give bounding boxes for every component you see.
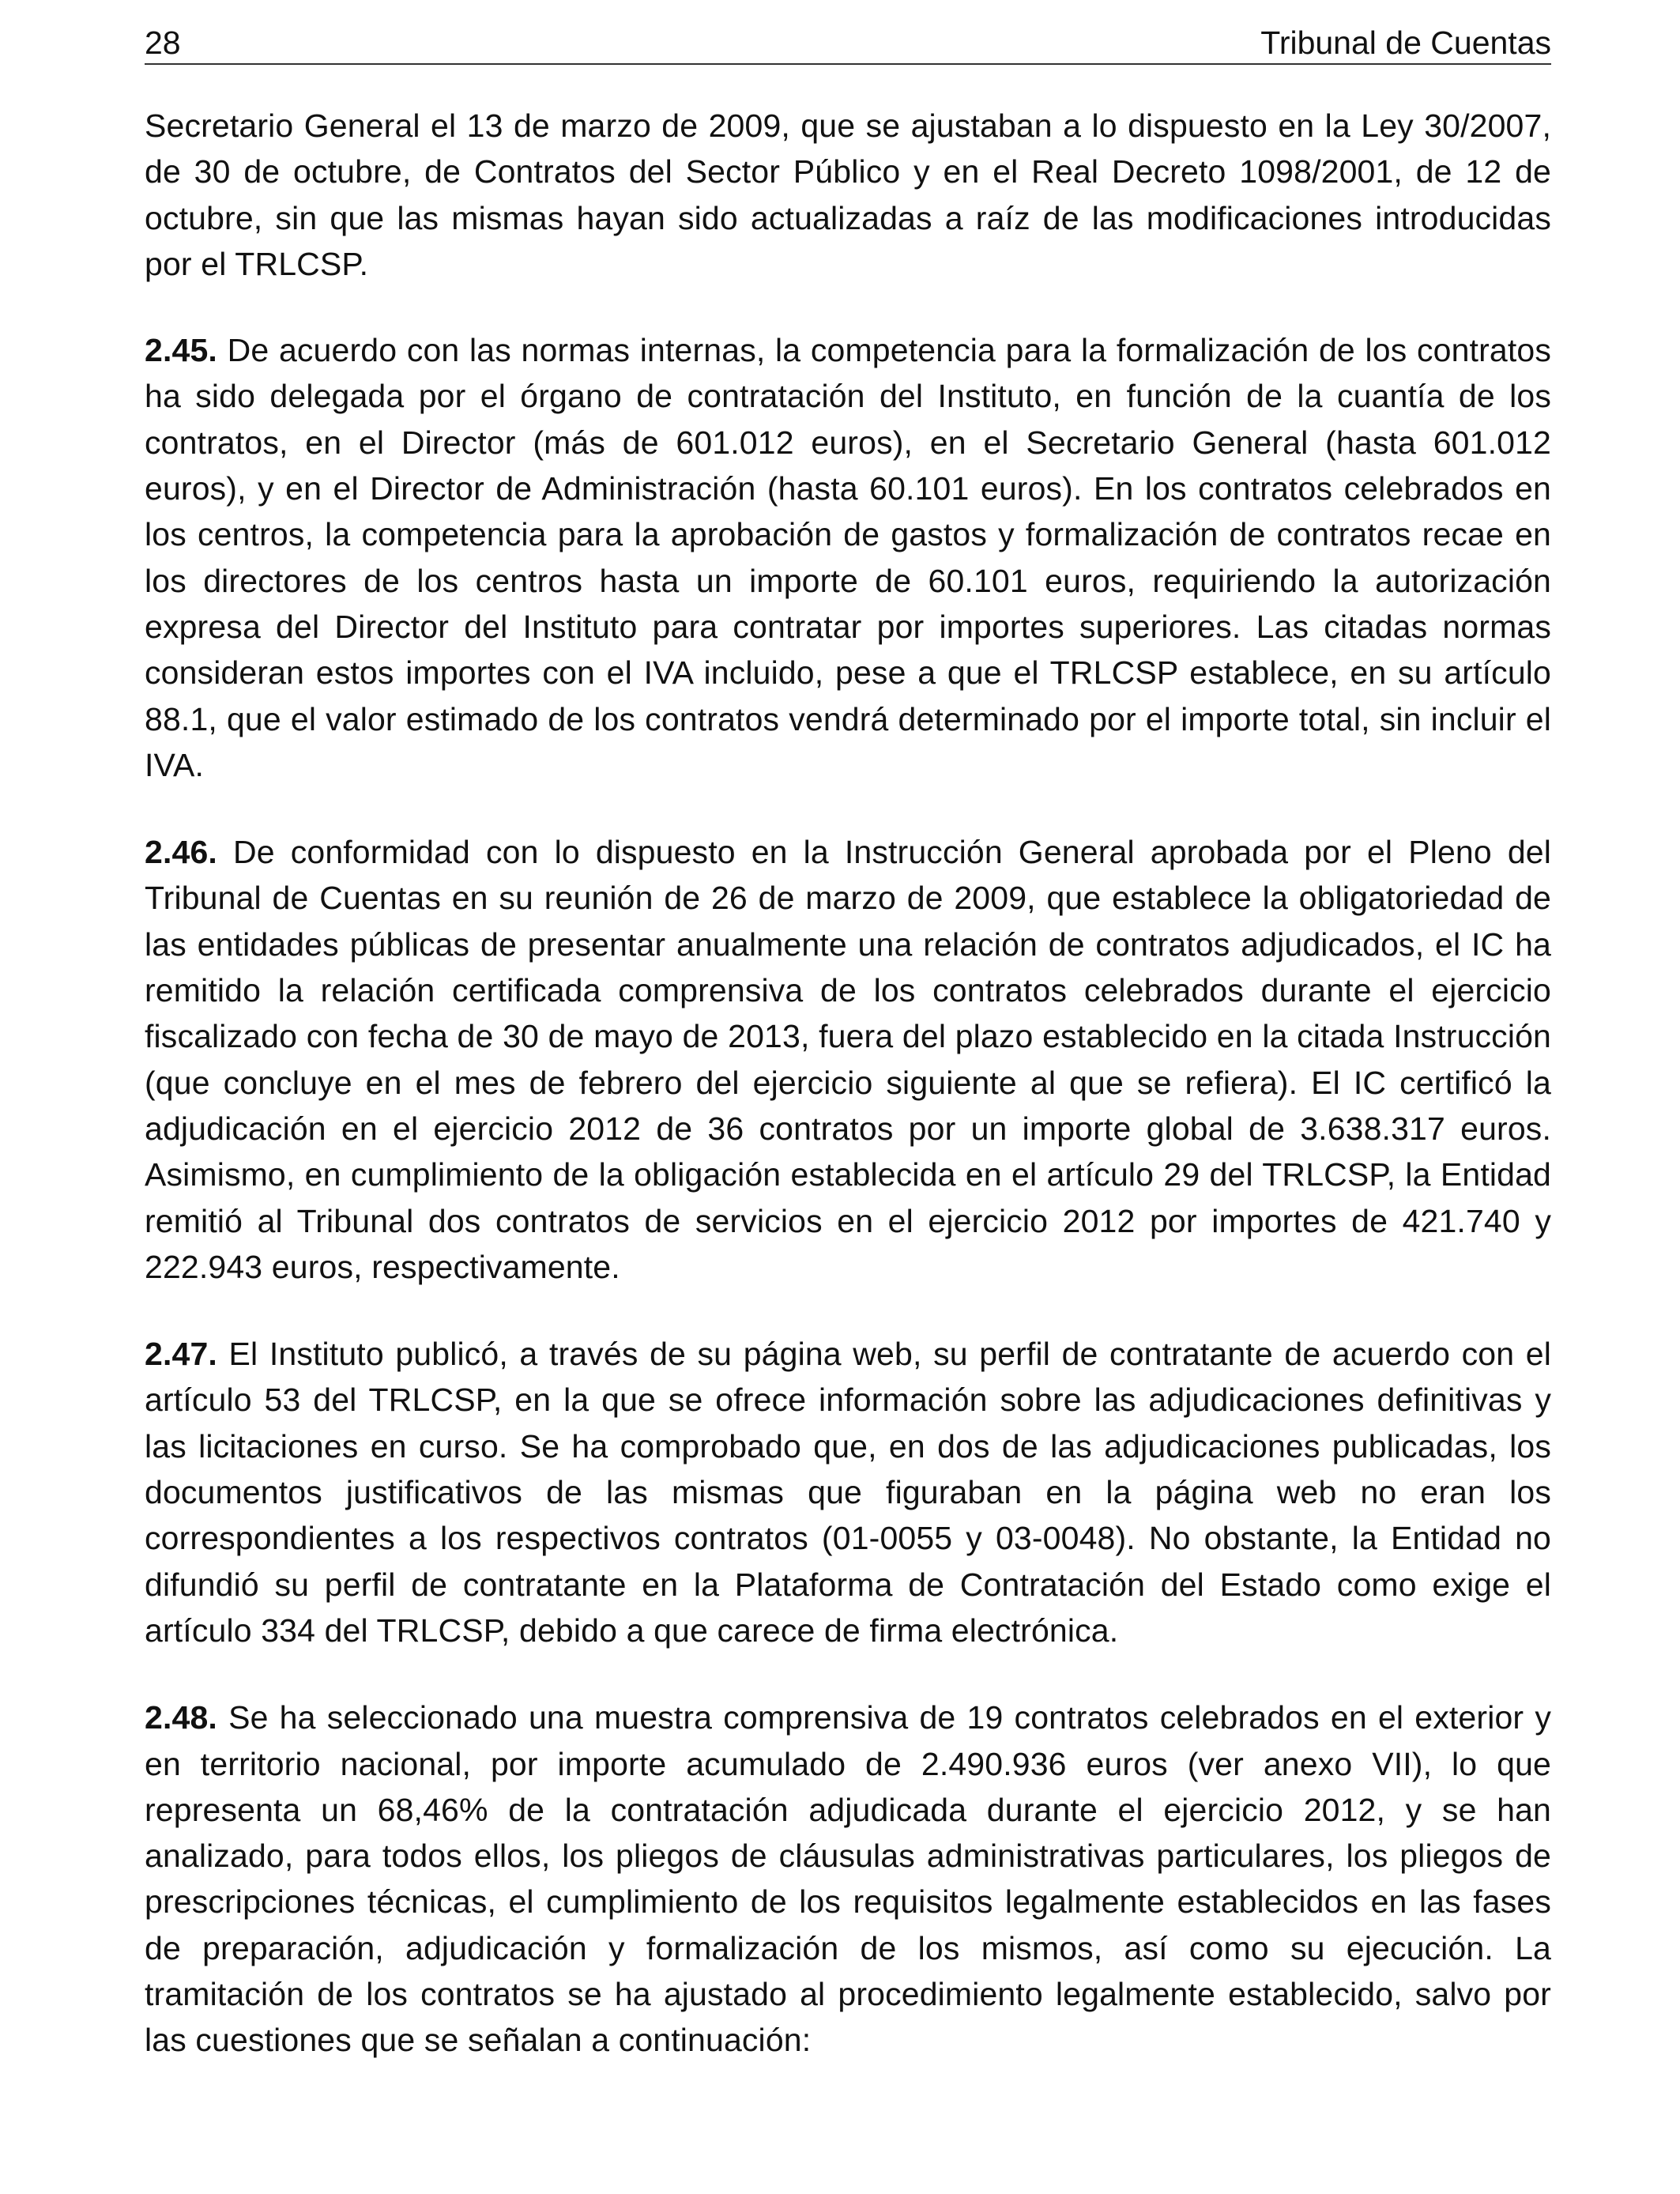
paragraph-number: 2.47. (145, 1336, 217, 1373)
publisher-name: Tribunal de Cuentas (1260, 25, 1551, 61)
paragraph-text: De acuerdo con las normas internas, la competencia para la formalización de los contratos ha sido delegada por el órgano de contratación del Instituto, en función de la cuantía de los contratos, en el Director (más de 601.012 euros), en el Secretario General (hasta 601.012 euros), y en el Director de Administración (hasta 60.101 euros). En los contratos celebrados en los centros, la competencia para la aprobación de gastos y formalización de contratos recae en los directores de los centros hasta un importe de 60.101 euros, requiriendo la autorización expresa del Director del Instituto para contratar por importes superiores. Las citadas normas consideran estos importes con el IVA incluido, pese a que el TRLCSP establece, en su artículo 88.1, que el valor estimado de los contratos vendrá determinado por el importe total, sin incluir el IVA. (145, 332, 1551, 783)
paragraph-text: El Instituto publicó, a través de su página web, su perfil de contratante de acuerdo con el artículo 53 del TRLCSP, en la que se ofrece información sobre las adjudicaciones definitivas y las licitaciones en curso. Se ha comprobado que, en dos de las adjudicaciones publicadas, los documentos justificativos de las mismas que figuraban en la página web no eran los correspondientes a los respectivos contratos (01-0055 y 03-0048). No obstante, la Entidad no difundió su perfil de contratante en la Plataforma de Contratación del Estado como exige el artículo 334 del TRLCSP, debido a que carece de firma electrónica. (145, 1336, 1551, 1649)
paragraph-text: De conformidad con lo dispuesto en la Instrucción General aprobada por el Pleno del Tribunal de Cuentas en su reunión de 26 de marzo de 2009, que establece la obligatoriedad de las entidades públicas de presentar anualmente una relación de contratos adjudicados, el IC ha remitido la relación certificada comprensiva de los contratos celebrados durante el ejercicio fiscalizado con fecha de 30 de mayo de 2013, fuera del plazo establecido en la citada Instrucción (que concluye en el mes de febrero del ejercicio siguiente al que se refiera). El IC certificó la adjudicación en el ejercicio 2012 de 36 contratos por un importe global de 3.638.317 euros. Asimismo, en cumplimiento de la obligación establecida en el artículo 29 del TRLCSP, la Entidad remitió al Tribunal dos contratos de servicios en el ejercicio 2012 por importes de 421.740 y 222.943 euros, respectivamente. (145, 834, 1551, 1285)
page-header (145, 21, 1551, 65)
paragraph-2-47 (145, 1331, 1551, 1653)
paragraph-text: Secretario General el 13 de marzo de 2009, que se ajustaban a lo dispuesto en la Ley 30/2007, de 30 de octubre, de Contratos del Sector Público y en el Real Decreto 1098/2001, de 12 de octubre, sin que las mismas hayan sido actualizadas a raíz de las modificaciones introducidas por el TRLCSP. (145, 107, 1551, 282)
paragraph-continuation (145, 103, 1551, 287)
paragraph-number: 2.46. (145, 834, 217, 871)
paragraph-text: Se ha seleccionado una muestra comprensiva de 19 contratos celebrados en el exterior y en territorio nacional, por importe acumulado de 2.490.936 euros (ver anexo VII), lo que representa un 68,46% de la contratación adjudicada durante el ejercicio 2012, y se han analizado, para todos ellos, los pliegos de cláusulas administrativas particulares, los pliegos de prescripciones técnicas, el cumplimiento de los requisitos legalmente establecidos en las fases de preparación, adjudicación y formalización de los mismos, así como su ejecución. La tramitación de los contratos se ha ajustado al procedimiento legalmente establecido, salvo por las cuestiones que se señalan a continuación: (145, 1699, 1551, 2059)
paragraph-2-46 (145, 829, 1551, 1290)
page-number: 28 (145, 25, 181, 61)
paragraph-number: 2.45. (145, 332, 217, 369)
document-body (145, 103, 1551, 2105)
paragraph-number: 2.48. (145, 1699, 217, 1736)
paragraph-2-45 (145, 327, 1551, 788)
paragraph-2-48 (145, 1695, 1551, 2063)
